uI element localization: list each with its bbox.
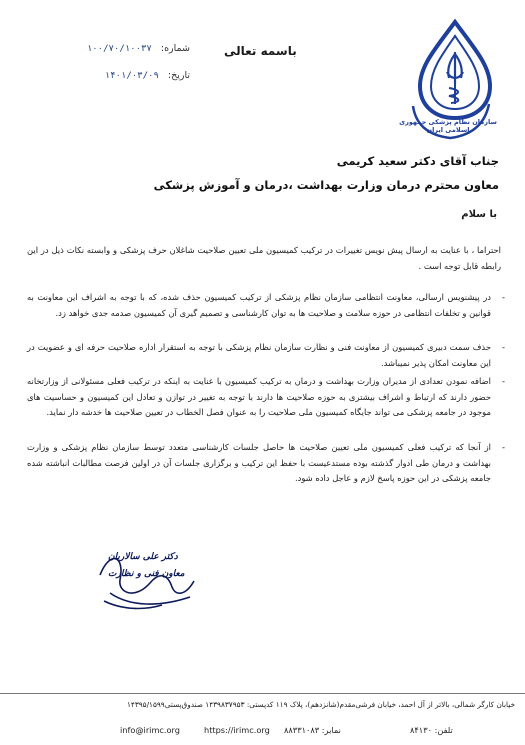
date-value: ۱۴۰۱/۰۳/۰۹	[104, 71, 159, 81]
footer-contacts	[0, 725, 525, 741]
footer-phone: تلفن: ۸۴۱۳۰	[410, 725, 453, 735]
addressee-name: جناب آقای دکتر سعید کریمی	[336, 154, 499, 168]
signatory-name: دکتر علی سالاریان	[108, 552, 178, 562]
basmala-heading: باسمه تعالی	[224, 44, 297, 58]
date-label: تاریخ:	[167, 70, 190, 81]
signatory-title: معاون فنی و نظارت	[108, 569, 185, 579]
footer-fax: نمابر: ۸۸۳۳۱۰۸۳	[284, 725, 341, 735]
list-item-text: در پیشنویس ارسالی، معاونت انتظامی سازمان نظام پزشکی از ترکیب کمیسیون حذف شده، که با توجه به اشراف این معاونت به قوانین و تخلفات انتظامی در حوزه سلامت و صلاحیت ها به توان کارشناسی و تصمیم گیری آن کمیسیون صدمه جدی خواهد زد.	[27, 292, 491, 318]
list-item-text: اضافه نمودن تعدادی از مدیران وزارت بهداشت و درمان به ترکیب کمیسیون با عنایت به اینکه در ترکیب فعلی مسئولانی از وزارتخانه حضور دارند که ارتباط و اشراف بیشتری به حوزه صلاحیت ها دارند با توجه به تغییر در توازن و تعادل این کمیسیون و حساسیت های موجود در جامعه پزشکی می تواند جایگاه کمیسیون ملی صلاحیت را به عنوان فصل الخطاب در تعیین صلاحیت ها خدشه دار نماید.	[27, 376, 491, 417]
letter-number-row	[80, 43, 190, 54]
footer-website: https://irimc.org	[204, 725, 270, 735]
number-label: شماره:	[160, 43, 190, 54]
list-item-text: حذف سمت دبیری کمیسیون از معاونت فنی و نظارت سازمان نظام پزشکی با توجه به استقرار اداره صلاحیت حرفه ای و عضویت در این معاونت امکان پذیر نمیباشد.	[27, 342, 491, 368]
letter-date-row	[80, 70, 190, 81]
bullet-dash: -	[501, 442, 505, 452]
list-item	[27, 440, 505, 487]
list-item	[27, 340, 505, 371]
bullet-dash: -	[501, 342, 505, 352]
intro-paragraph: احتراما ، با عنایت به ارسال پیش نویس تغییرات در ترکیب کمیسیون ملی تعیین صلاحیت شاغلان حرف پزشکی و وابسته نکات ذیل در این رابطه قابل توجه است .	[27, 245, 501, 271]
list-item-text: از آنجا که ترکیب فعلی کمیسیون ملی تعیین صلاحیت ها حاصل جلسات کارشناسی متعدد توسط سازمان نظام پزشکی و وزارت بهداشت و درمان طی ادوار گذشته بوده مستدعیست با حفظ این ترکیب و برگزاری جلسات آن در اولین فرصت مطالبات انباشته شده جامعه پزشکی در این حوزه پاسخ لازم و عاجل داده شود.	[27, 442, 491, 483]
bullet-dash: -	[501, 376, 505, 386]
addressee-title: معاون محترم درمان وزارت بهداشت ،درمان و آموزش پزشکی	[153, 178, 499, 192]
bullet-dash: -	[501, 292, 505, 302]
organization-logo	[395, 14, 505, 144]
footer-address: خیابان کارگر شمالی، بالاتر از آل احمد، خیابان فرشی‌مقدم(شانزدهم)، پلاک ۱۱۹ کدپستی: ۱۴۳۹۸۳۷۹۵۳ صندوق‌پستی۱۴۳۹۵/۱۵۹۹	[127, 700, 515, 709]
logo-caption: سازمان نظام پزشکی جمهوری اسلامی ایران	[399, 118, 497, 134]
footer-email: info@irimc.org	[120, 725, 180, 735]
list-item	[27, 374, 505, 421]
number-value: ۱۰۰/۷۰/۱۰۰۳۷	[86, 44, 152, 54]
list-item	[27, 290, 505, 321]
footer-divider	[0, 693, 525, 694]
salutation: با سلام	[461, 209, 497, 220]
